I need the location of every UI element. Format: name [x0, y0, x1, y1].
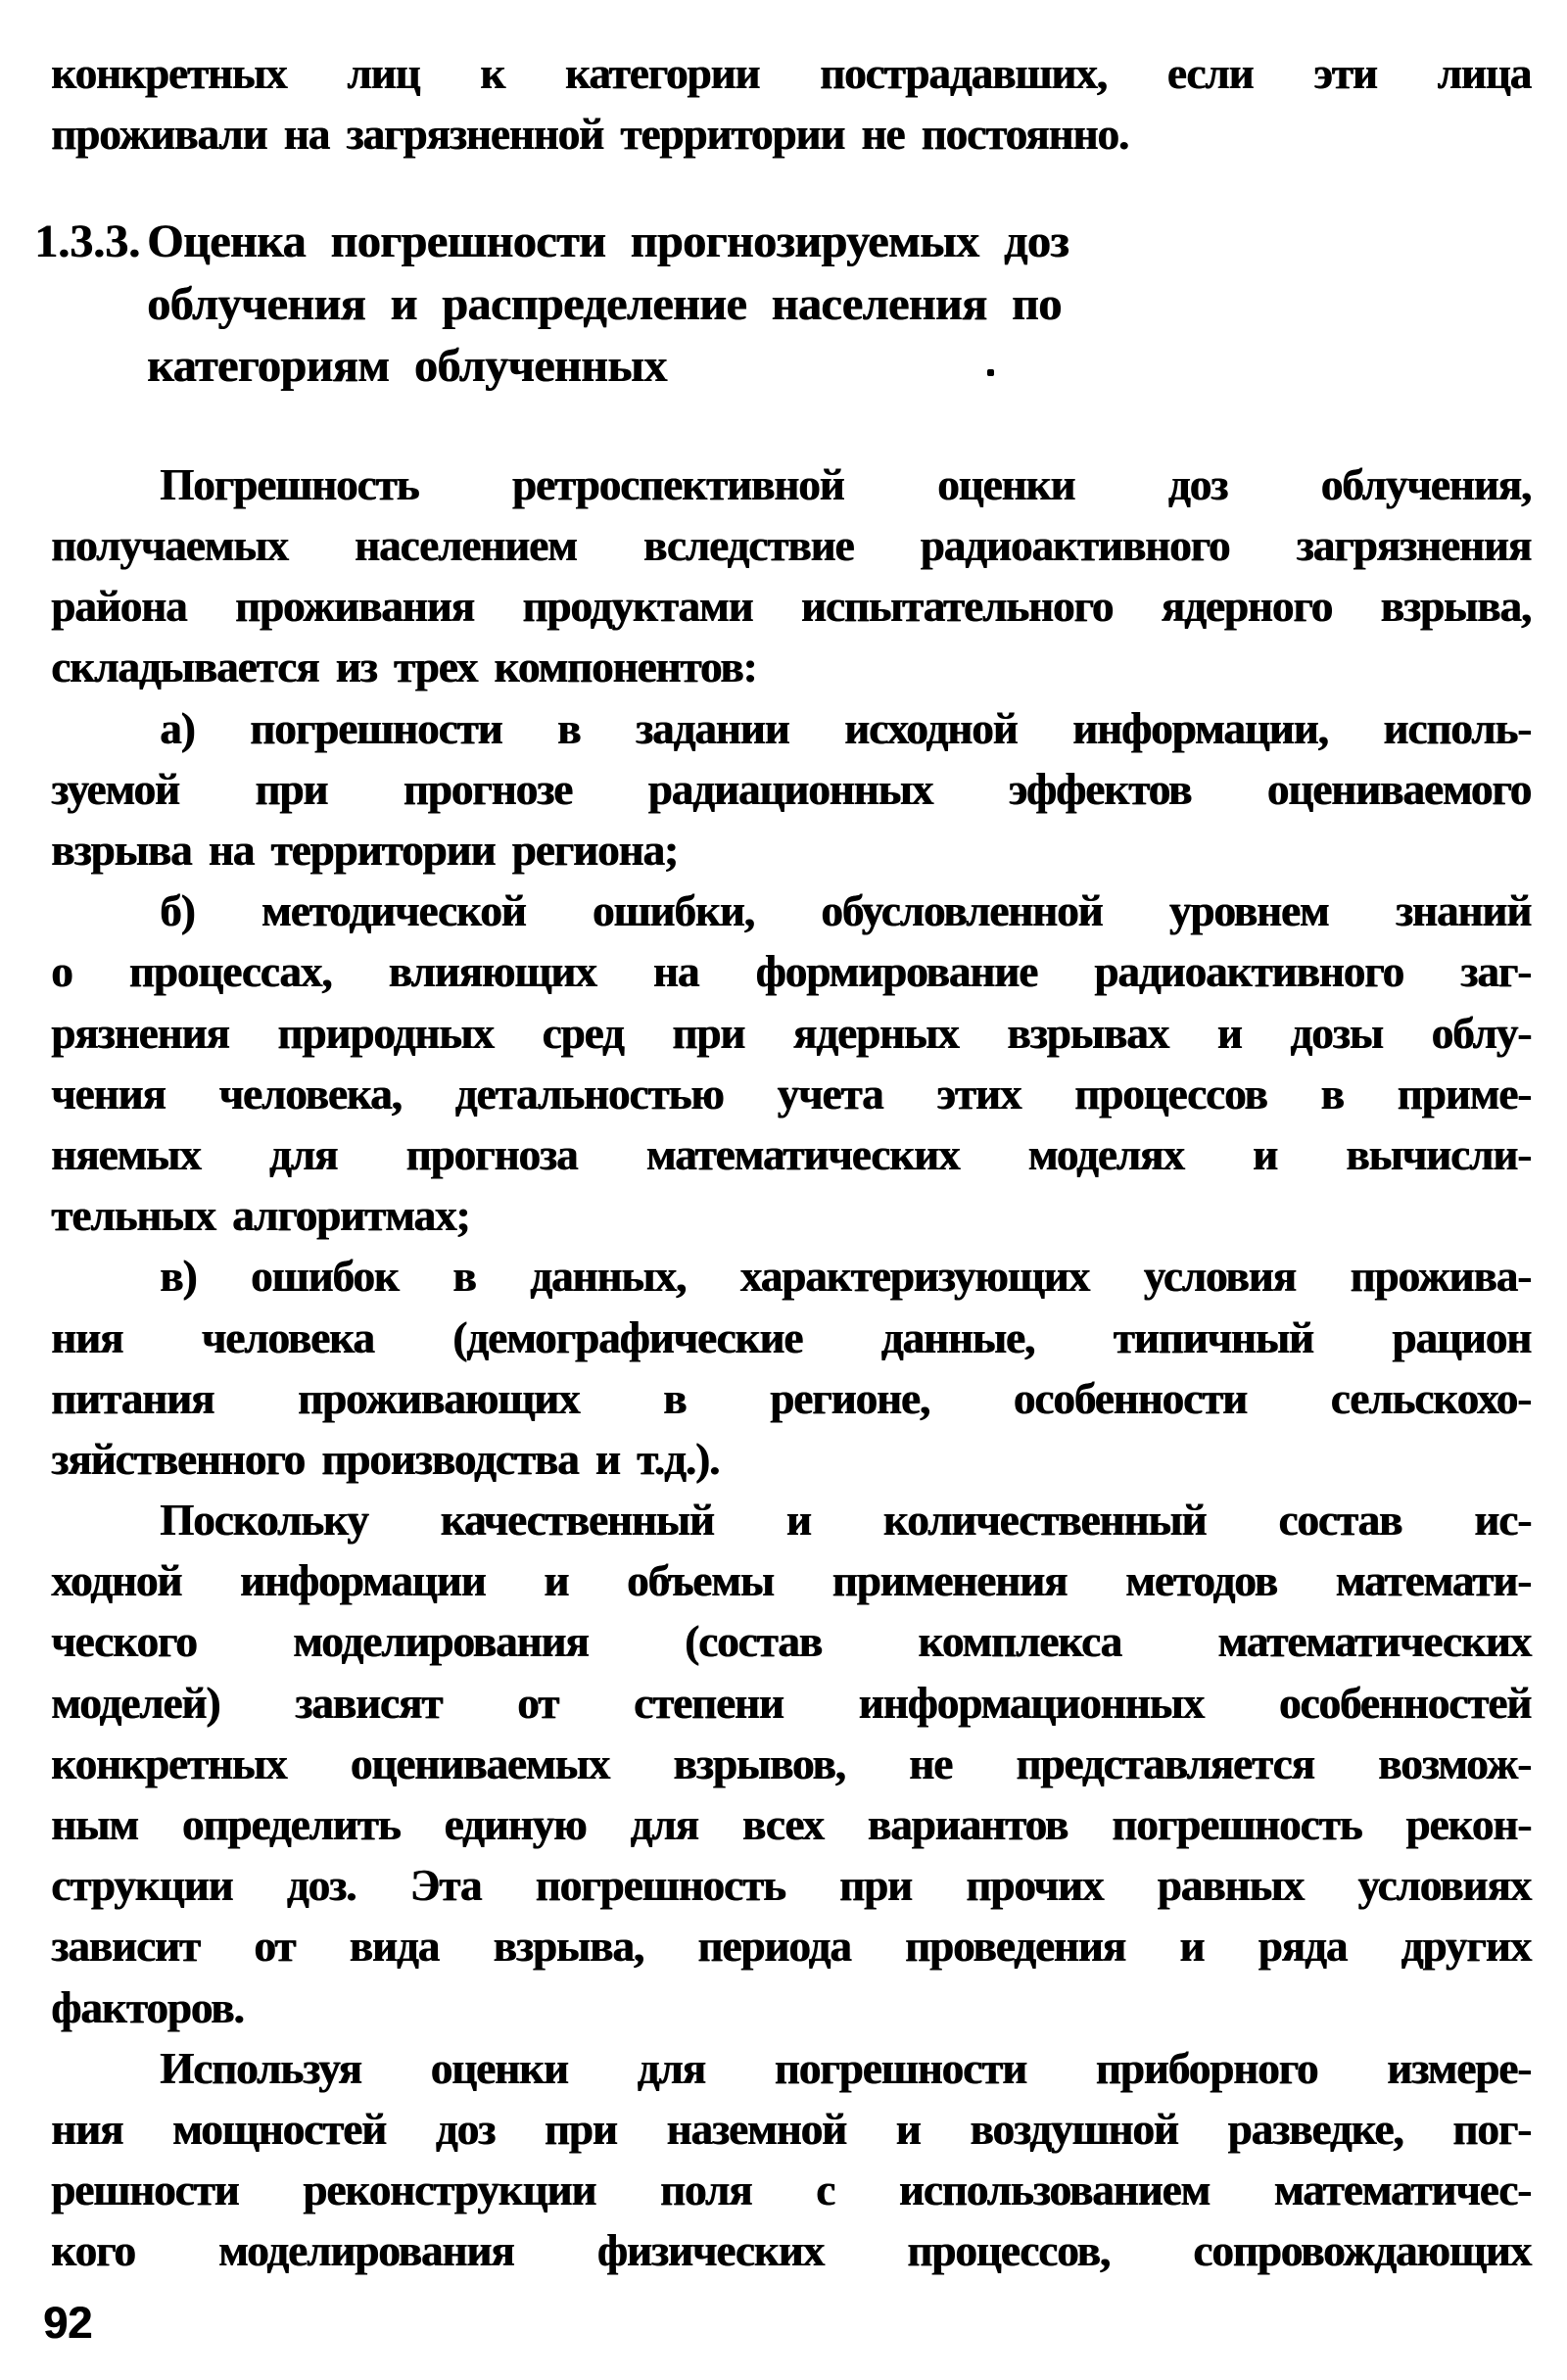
text-line: Используя оценки для погрешности приборного измере-: [160, 2043, 1531, 2093]
text-line: конкретных оцениваемых взрывов, не представляется возмож-: [51, 1738, 1531, 1788]
text-line: рязнения природных сред при ядерных взрывах и дозы облу-: [51, 1008, 1531, 1058]
text-line: ния человека (демографические данные, типичный рацион: [51, 1312, 1531, 1362]
text-line: струкции доз. Эта погрешность при прочих равных условиях: [51, 1861, 1531, 1911]
text-line: ческого моделирования (состав комплекса математических: [51, 1617, 1531, 1667]
text-line: ходной информации и объемы применения методов математи-: [51, 1556, 1531, 1606]
section-number: 1.3.3.: [34, 215, 140, 268]
text-line: зависит от вида взрыва, периода проведения и ряда других: [51, 1922, 1531, 1972]
text-line: Поскольку качественный и количественный состав ис-: [160, 1496, 1531, 1546]
text-line: зяйственного производства и т.д.).: [51, 1434, 720, 1484]
heading-line: [34, 211, 1531, 273]
text-line: ния мощностей доз при наземной и воздушной разведке, пог-: [51, 2104, 1531, 2154]
heading-text: Оценка погрешности прогнозируемых доз: [147, 215, 1068, 268]
text-line: а) погрешности в задании исходной информации, исполь-: [160, 703, 1531, 753]
paragraph: [51, 2038, 1531, 2282]
paragraph: [51, 1490, 1531, 2038]
page-number: 92: [43, 2298, 93, 2348]
text-line: взрыва на территории региона;: [51, 826, 678, 875]
text-line: складывается из трех компонентов:: [51, 643, 757, 692]
text-line: няемых для прогноза математических моделях и вычисли-: [51, 1129, 1531, 1179]
text-line: конкретных лиц к категории пострадавших, если эти лица: [51, 49, 1531, 98]
text-line: получаемых населением вследствие радиоактивного загрязнения: [51, 521, 1531, 571]
text-line: решности реконструкции поля с использованием математичес-: [51, 2166, 1531, 2215]
text-line: тельных алгоритмах;: [51, 1191, 470, 1241]
text-line: в) ошибок в данных, характеризующих условия прожива-: [160, 1252, 1531, 1302]
text-line: б) методической ошибки, обусловленной уровнем знаний: [160, 886, 1531, 936]
page-text: [34, 43, 1531, 2282]
text-line: питания проживающих в регионе, особенности сельскохо-: [51, 1373, 1531, 1423]
paragraph: [51, 454, 1531, 698]
text-line: кого моделирования физических процессов, сопровождающих: [51, 2226, 1531, 2276]
scan-artifact-dot: [987, 369, 994, 376]
text-line: факторов.: [51, 1982, 244, 2032]
paragraph: [51, 881, 1531, 1246]
heading-line: облучения и распределение населения по: [147, 277, 1062, 330]
text-line: Погрешность ретроспективной оценки доз облучения,: [160, 459, 1531, 509]
text-line: о процессах, влияющих на формирование радиоактивного заг-: [51, 947, 1531, 997]
paragraph: [51, 1246, 1531, 1490]
text-line: ным определить единую для всех вариантов погрешность рекон-: [51, 1800, 1531, 1849]
paragraph: [51, 43, 1531, 165]
text-line: проживали на загрязненной территории не постоянно.: [51, 110, 1128, 160]
text-line: района проживания продуктами испытательного ядерного взрыва,: [51, 582, 1531, 632]
heading-line: категориям облученных: [147, 340, 667, 393]
text-line: моделей) зависят от степени информационных особенностей: [51, 1678, 1531, 1728]
text-line: зуемой при прогнозе радиационных эффектов оцениваемого: [51, 764, 1531, 814]
text-line: чения человека, детальностью учета этих процессов в приме-: [51, 1069, 1531, 1119]
section-heading: [34, 211, 1531, 398]
paragraph: [51, 698, 1531, 881]
